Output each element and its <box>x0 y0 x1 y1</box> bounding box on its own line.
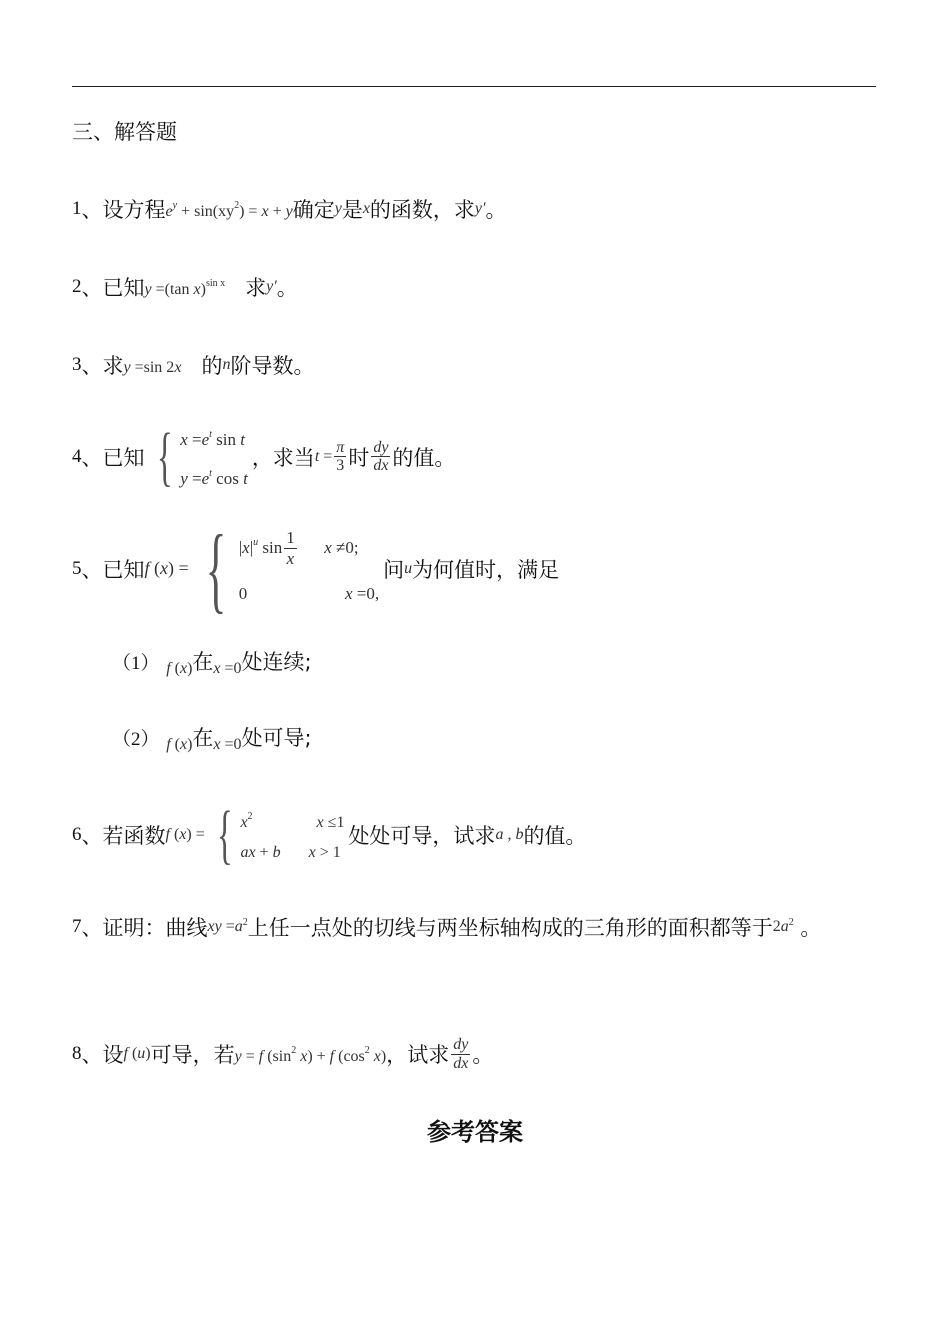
q2-equation: y =(tan x)$^{sin x}$ <box>144 278 226 298</box>
q6-piecewise: { $x^2$ x ≤1 ax + b x > 1 <box>216 798 345 871</box>
question-1: 1 、 设方程 $e^y + \sin(xy^2) = x + y$ 确定 y 是 x 的函数，求 y′ 。 <box>72 198 507 222</box>
top-rule <box>72 86 876 87</box>
question-4: 4 、 已知 { $x =e^t$ sin t $y =e^t$ cos t ，求当 t = $\frac{\pi}{3}$ 时 $\frac{dy}{dx}$ 的值。 <box>72 418 455 496</box>
question-6: 6 、 若函数 f ( x ) = { $x^2$ x ≤1 ax + b x > 1 处处可导，试求 a , b 的值。 <box>72 798 587 871</box>
question-5: 5 、 已知 f ( x ) = { $|x|^u$ sin $\frac{1}{x}$ x ≠0; 0 x =0, 问 u 为何值时，满足 <box>72 514 560 622</box>
question-5-part-2: （2） f ( x ) 在 x =0 处可导; <box>112 726 312 753</box>
question-2: 2 、 已知 y =(tan x)$^{sin x}$ 求 y′ 。 <box>72 276 298 300</box>
q3-equation: y =sin 2x <box>123 359 182 376</box>
q5-piecewise: { $|x|^u$ sin $\frac{1}{x}$ x ≠0; 0 x =0, <box>205 514 380 622</box>
q1-equation: $e^y + \sin(xy^2) = x + y$ <box>165 200 293 220</box>
question-7: 7 、 证明：曲线 xy = a $^2$ 上任一点处的切线与两坐标轴构成的三角形的面积都等于 2 a $^2$ 。 <box>72 916 822 940</box>
question-5-part-1: （1） f ( x ) 在 x =0 处连续; <box>112 650 312 677</box>
dy-dx-fraction: $\frac{dy}{dx}$ <box>373 438 389 475</box>
question-3: 3 、 求 y =sin 2x 的 n 阶导数。 <box>72 354 315 378</box>
question-8: 8 、 设 f ( u ) 可导，若 y = f ($\sin^2$ x) + f ($\cos^2$ x) ，试求 $\frac{dy}{dx}$ 。 <box>72 1036 494 1072</box>
q8-equation: y = f ($\sin^2$ x) + f ($\cos^2$ x) <box>234 1045 387 1066</box>
q4-parametric-system: { $x =e^t$ sin t $y =e^t$ cos t <box>156 420 248 493</box>
section-heading: 三、解答题 <box>72 120 177 144</box>
answer-title: 参考答案 <box>427 1118 523 1146</box>
q8-dy-dx-fraction: $\frac{dy}{dx}$ <box>453 1036 469 1072</box>
pi-over-3-fraction: $\frac{\pi}{3}$ <box>336 438 345 475</box>
